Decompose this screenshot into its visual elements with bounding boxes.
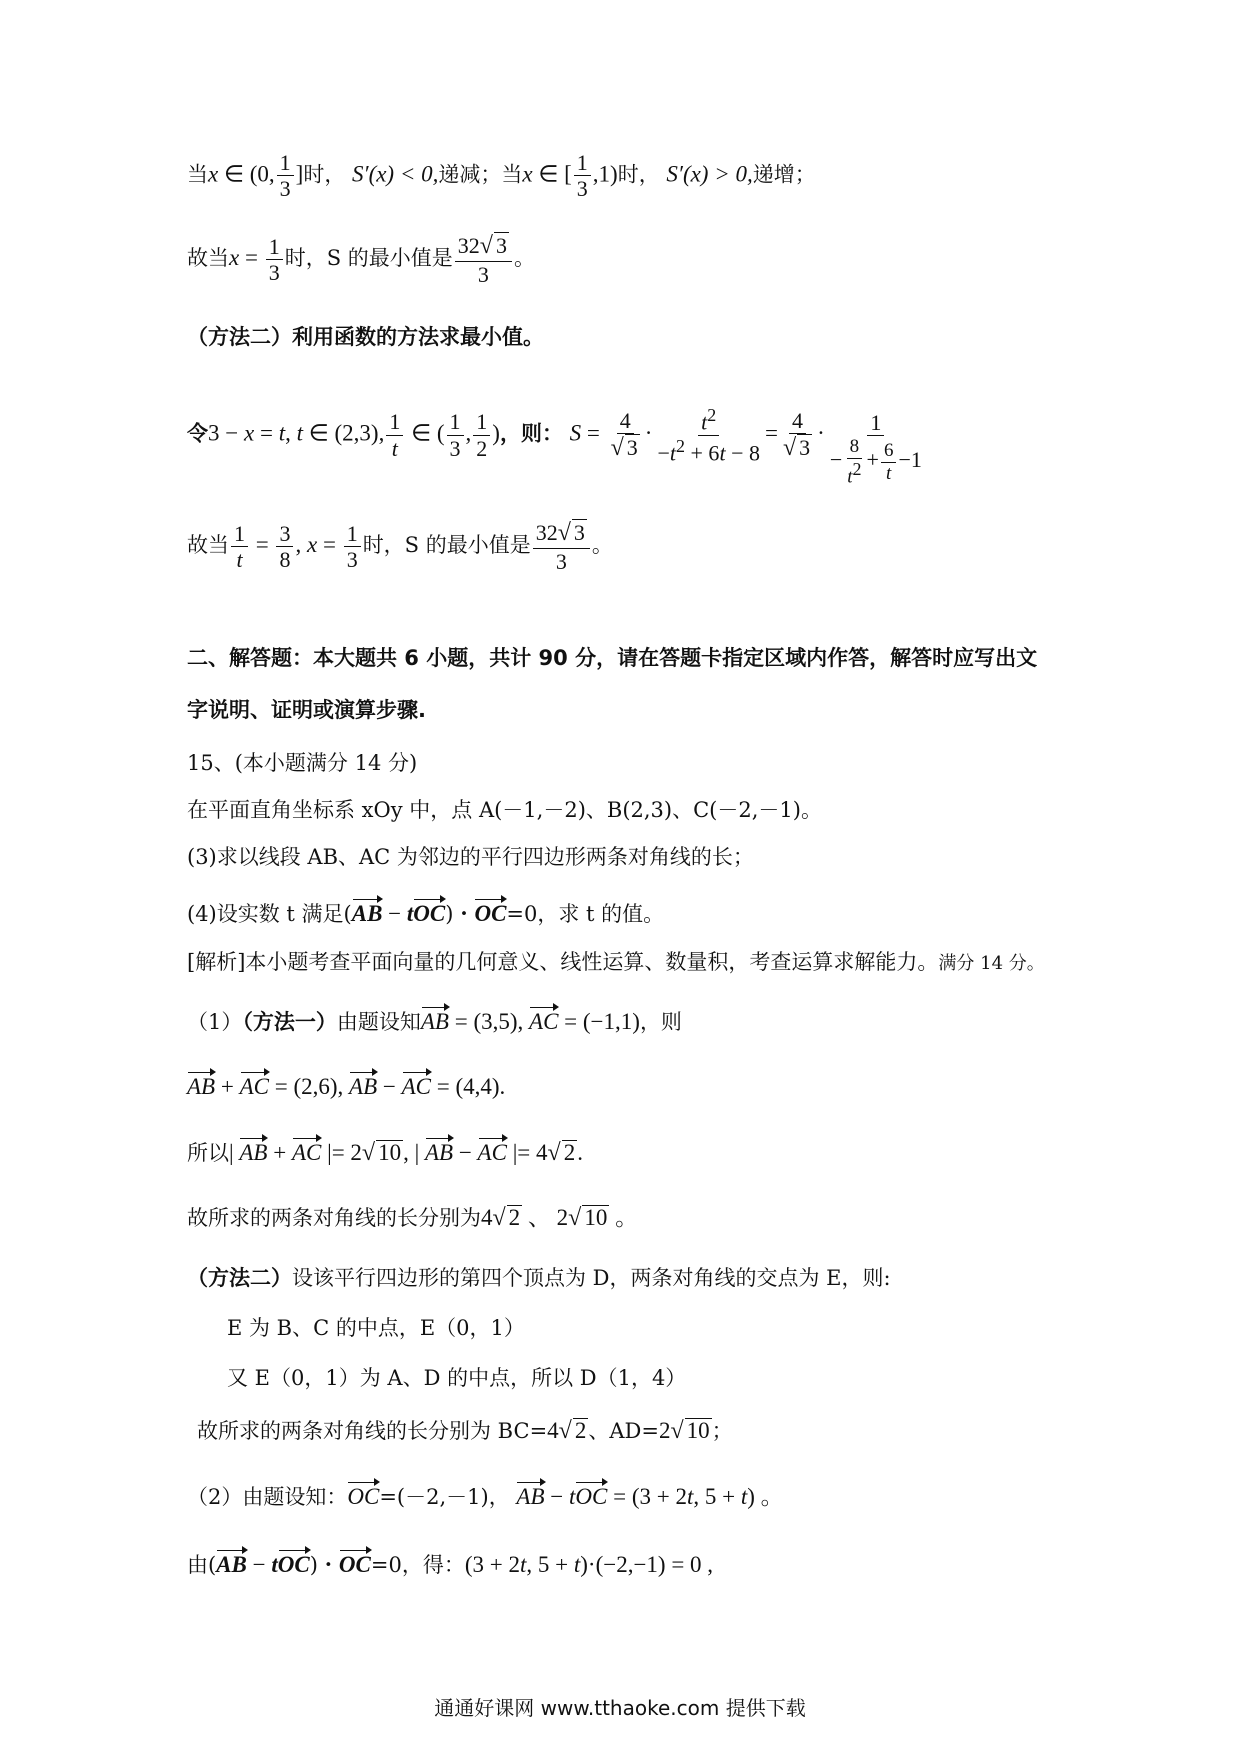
text: [解析]本小题考查平面向量的几何意义、线性运算、数量积，考查运算求解能力。 (187, 950, 939, 974)
text: ，则： (499, 421, 563, 446)
text: 时， (617, 162, 660, 187)
text: （方法二） (187, 1266, 292, 1290)
fraction: $\frac{1}{3}$ (574, 150, 591, 202)
section2-heading: 二、解答题：本大题共 6 小题，共计 90 分，请在答题卡指定区域内作答，解答时应写出文 (187, 646, 1038, 670)
text: 所以 (187, 1141, 229, 1165)
math: ∈ [ (532, 161, 572, 187)
text: =0，得： (370, 1553, 465, 1577)
fraction: $\frac{1}{3}$ (277, 150, 294, 202)
point-d-line: 又 E（0，1）为 A、D 的中点，所以 D（1，4） (227, 1366, 687, 1390)
text: 由( (187, 1553, 217, 1577)
math: ,1) (592, 161, 618, 187)
math: − (246, 1552, 272, 1577)
text: 满分 14 分。 (938, 953, 1045, 974)
magnitude-line (187, 1140, 583, 1165)
derivative-sign-line (187, 150, 816, 202)
fraction: $\frac{32√ 3}{3}$ (455, 232, 512, 287)
vector: AB (349, 1074, 378, 1099)
math: − t (544, 1484, 576, 1509)
vector: OC (347, 1484, 380, 1509)
text: =0，求 t 的值。 (506, 902, 665, 926)
text: ； (711, 1419, 733, 1443)
fraction: $\frac{3}{8}$ (276, 521, 293, 573)
fraction: $\frac{1}{2}$ (473, 409, 490, 461)
vector: AB (351, 901, 383, 926)
text: ，则 (639, 1010, 682, 1034)
page-footer: 通通好课网 www.tthaoke.com 提供下载 (434, 1696, 806, 1720)
text: (4)设实数 t 满足( (187, 902, 352, 926)
text: )・ (309, 1553, 339, 1577)
text: 时，S 的最小值是 (284, 245, 453, 270)
vector: AB (187, 1074, 216, 1099)
solution1-result (187, 1205, 638, 1230)
math: S′(x) < 0, (352, 161, 439, 187)
vector: AB (216, 1552, 247, 1577)
text: 时，S 的最小值是 (362, 532, 531, 557)
text: 。 (513, 245, 535, 270)
fraction: $\frac{1}{t}$ (231, 521, 248, 573)
vector-sum-line: AB + AC = (2,6), AB − AC = (4,4). (187, 1074, 506, 1099)
fraction: $\frac{1}{3}$ (447, 409, 464, 461)
text: 。 (591, 532, 613, 557)
text: 递增； (752, 162, 816, 187)
math: 4√ 2 、 2√ 10 。 (481, 1205, 639, 1231)
math: x (208, 161, 219, 187)
fraction: $\frac{32√ 3}{3}$ (533, 519, 590, 574)
vector: OC (338, 1552, 371, 1577)
question15-title: 15、(本小题满分 14 分) (187, 751, 418, 775)
math: 3 − x = t, t ∈ (2,3), (208, 420, 385, 446)
math: − (382, 901, 407, 926)
method2-title: （方法二）利用函数的方法求最小值。 (187, 325, 544, 349)
math: , (465, 420, 472, 446)
text: 令 (187, 421, 208, 446)
text: （方法一） (242, 1010, 337, 1034)
math: = (764, 420, 778, 446)
math: , x = (295, 531, 342, 557)
text: 设该平行四边形的第四个顶点为 D，两条对角线的交点为 E，则: (292, 1266, 891, 1290)
question15-statement: 在平面直角坐标系 xOy 中，点 A(－1,－2)、B(2,3)、C(－2,－1)。 (187, 798, 822, 822)
vector: OC (575, 1484, 608, 1509)
math: · (644, 420, 653, 446)
math: = (−1,1) (558, 1009, 640, 1034)
math: ∈ (0, (218, 161, 275, 187)
section2-heading-cont: 字说明、证明或演算步骤. (187, 698, 426, 722)
fraction: $\frac{4}{√ 3}$ (782, 407, 811, 462)
vector: OC (277, 1552, 310, 1577)
math: = (3,5), (448, 1009, 530, 1034)
substitution-line (187, 382, 927, 488)
text: 由题设知 (336, 1010, 421, 1034)
question15-part2 (187, 902, 664, 925)
math: · (817, 420, 825, 446)
math: ] (295, 161, 304, 187)
fraction: $\frac{1}{t}$ (386, 409, 403, 461)
min-value-line-2 (187, 519, 613, 574)
math: = (581, 420, 606, 446)
math: = (250, 531, 275, 557)
text: =(－2,－1)， (379, 1485, 510, 1509)
text: 当 (187, 162, 208, 187)
vector: AC (239, 1074, 269, 1099)
solution1-final (197, 1418, 733, 1443)
math: S (569, 420, 582, 446)
text: （1） (187, 1010, 243, 1034)
math: (3 + 2t, 5 + t)·(−2,−1) = 0 , (464, 1552, 714, 1577)
math: t (271, 1552, 278, 1577)
math: x (522, 161, 533, 187)
math: = (3 + 2t, 5 + t) 。 (607, 1484, 784, 1509)
math: ) (492, 420, 500, 446)
text: 时， (303, 162, 346, 187)
text: )・ (445, 902, 475, 926)
math: t (406, 901, 414, 926)
text: 故所求的两条对角线的长分别为 (187, 1206, 481, 1230)
vector: AB (420, 1009, 449, 1034)
math: | AB + AC |= 2√ 10, | AB − AC |= 4√ 2. (229, 1140, 583, 1166)
math: S′(x) > 0, (666, 161, 753, 187)
solution2-equation (187, 1553, 713, 1576)
fraction: $\frac{1}{3}$ (344, 521, 361, 573)
text: 递减；当 (438, 162, 523, 187)
math: 2√ 10 (658, 1418, 710, 1444)
vector: OC (474, 901, 507, 926)
fraction: $\frac{t^2}{-t^2 + 6t - 8}$ (657, 405, 760, 465)
solution1-method2 (187, 1268, 891, 1289)
math: 4√ 2 (547, 1418, 587, 1444)
vector: AC (401, 1074, 432, 1099)
text: （2）由题设知： (187, 1485, 348, 1509)
text: 故当 (187, 532, 229, 557)
vector: AC (529, 1009, 559, 1034)
math: = (239, 244, 264, 270)
text: 故当 (187, 245, 229, 270)
vector: AB (516, 1484, 545, 1509)
math: x (229, 244, 240, 270)
text: 故所求的两条对角线的长分别为 BC= (197, 1419, 548, 1443)
question15-part1: (3)求以线段 AB、AC 为邻边的平行四边形两条对角线的长； (187, 845, 754, 869)
min-value-line-1 (187, 232, 535, 287)
fraction: 1 − $\frac{8}{t^2}$ + $\frac{6}{t}$ −1 (829, 410, 922, 488)
fraction: $\frac{4}{√ 3}$ (610, 407, 638, 462)
fraction: $\frac{1}{3}$ (266, 234, 283, 286)
midpoint-e-line: E 为 B、C 的中点，E（0，1） (227, 1316, 525, 1340)
math: ∈ ( (405, 420, 445, 446)
solution2-setup (187, 1485, 784, 1508)
vector: OC (413, 901, 446, 926)
analysis-line (187, 952, 1045, 973)
solution1-method1 (187, 1010, 682, 1033)
text: 、AD= (588, 1419, 659, 1443)
